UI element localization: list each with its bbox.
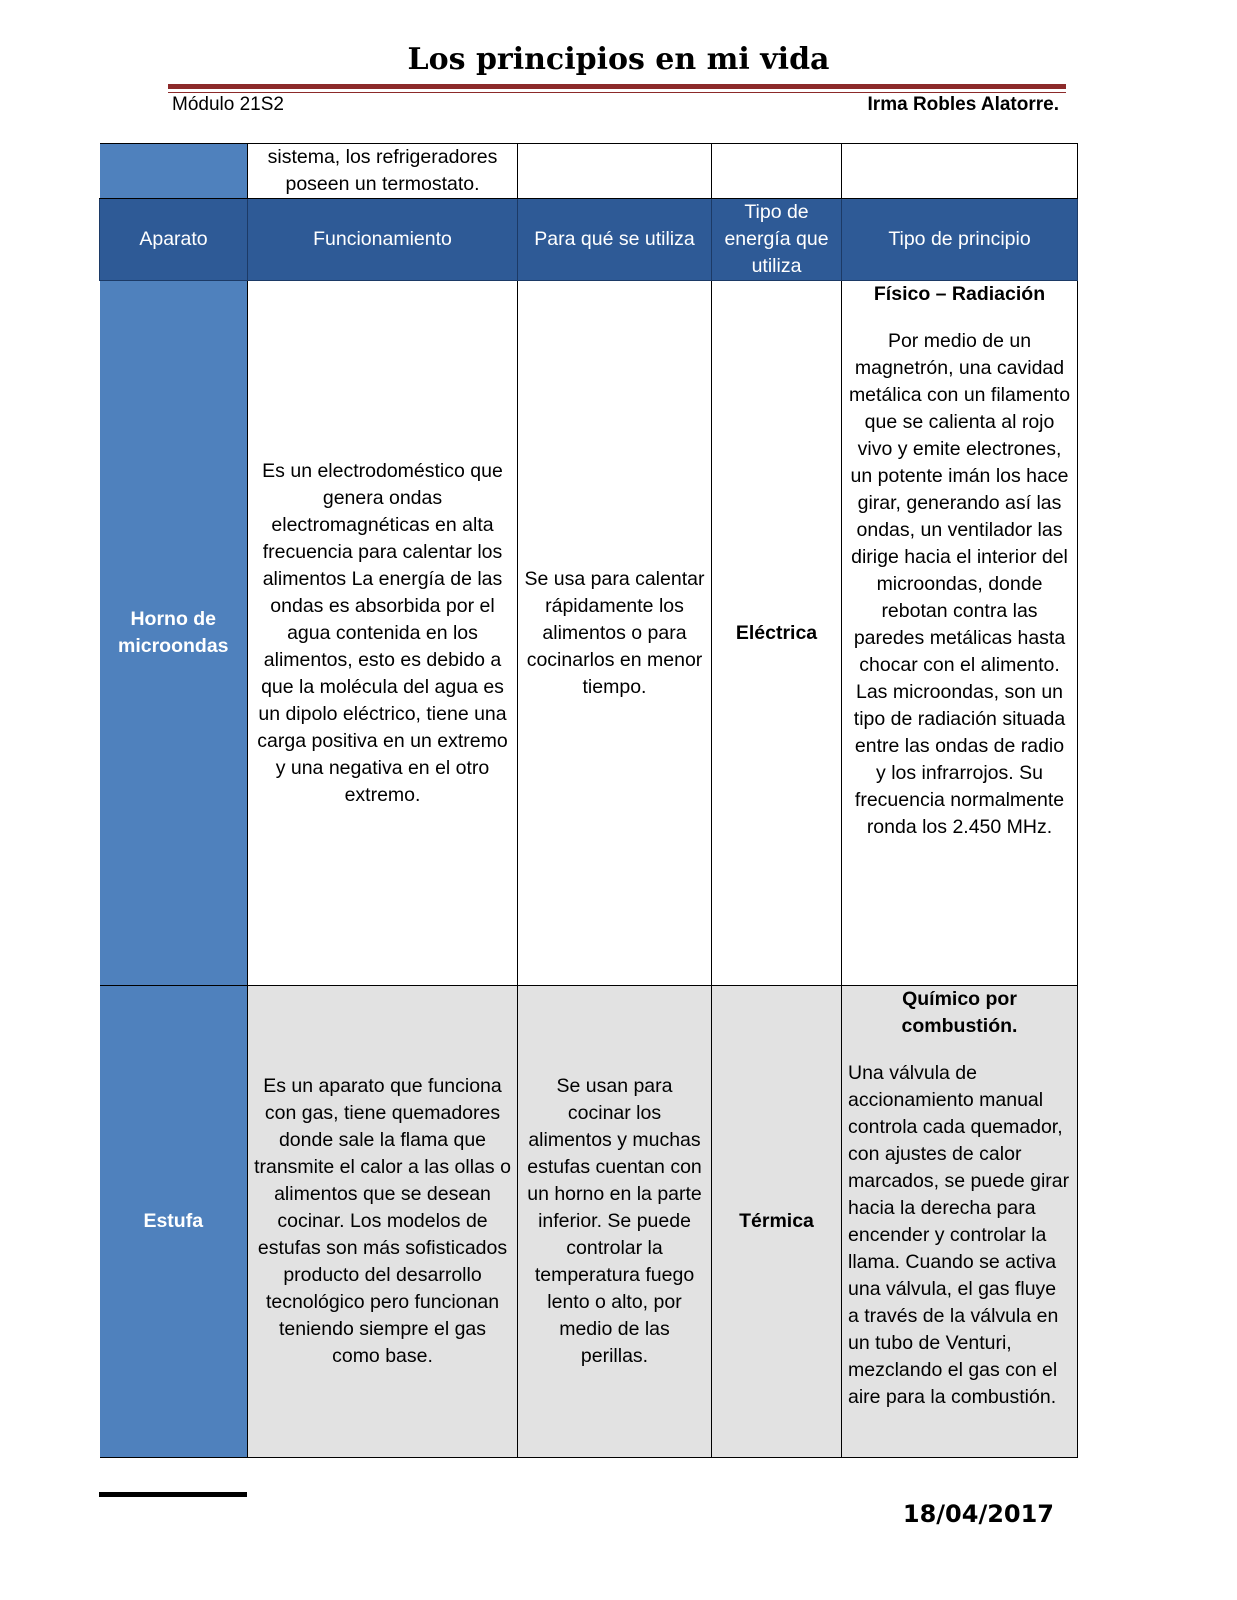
column-header-uso: Para qué se utiliza (518, 199, 712, 281)
row-uso: Se usan para cocinar los alimentos y muchas estufas cuentan con un horno en la parte inferior. Se puede controlar la temperatura fuego lento o alto, por medio de las perillas. (518, 986, 712, 1458)
row-energia: Eléctrica (712, 281, 842, 986)
row-energia: Térmica (712, 986, 842, 1458)
column-header-aparato: Aparato (100, 199, 248, 281)
author-name: Irma Robles Alatorre. (867, 94, 1059, 115)
empty-cell (518, 144, 712, 199)
continuation-text: sistema, los refrigeradores poseen un termostato. (248, 144, 518, 199)
column-header-principio: Tipo de principio (842, 199, 1078, 281)
principio-text-2: Las microondas, son un tipo de radiación situada entre las ondas de radio y los infrarrojos. Su frecuencia normalmente ronda los 2.450 MHz. (853, 681, 1066, 838)
column-header-energia: Tipo de energía que utiliza (712, 199, 842, 281)
row-principio (842, 986, 1078, 1458)
empty-cell (712, 144, 842, 199)
continuation-row (100, 144, 1078, 199)
row-aparato: Estufa (100, 986, 248, 1458)
table-bottom-bar (99, 1492, 247, 1497)
table-row (100, 986, 1078, 1458)
header-rule-thin (168, 92, 1066, 93)
column-header-funcionamiento: Funcionamiento (248, 199, 518, 281)
row-funcionamiento: Es un electrodoméstico que genera ondas electromagnéticas en alta frecuencia para calentar los alimentos La energía de las ondas es absorbida por el agua contenida en los alimentos, esto es debido a que la molécula del agua es un dipolo eléctrico, tiene una carga positiva en un extremo y una negativa en el otro extremo. (248, 281, 518, 986)
row-funcionamiento: Es un aparato que funciona con gas, tiene quemadores donde sale la flama que transmite el calor a las ollas o alimentos que se desean cocinar. Los modelos de estufas son más sofisticados producto del desarrollo tecnológico pero funcionan teniendo siempre el gas como base. (248, 986, 518, 1458)
principio-title: Físico – Radiación (873, 283, 1046, 305)
table-row (100, 281, 1078, 986)
row-aparato: Horno de microondas (100, 281, 248, 986)
row-uso: Se usa para calentar rápidamente los alimentos o para cocinarlos en menor tiempo. (518, 281, 712, 986)
empty-cell (842, 144, 1078, 199)
principio-title: Químico por combustión. (901, 988, 1018, 1037)
row-principio (842, 281, 1078, 986)
header-rule (168, 84, 1066, 89)
footer-date: 18/04/2017 (902, 1500, 1054, 1528)
principio-text: Una válvula de accionamiento manual controla cada quemador, con ajustes de calor marcados, se puede girar hacia la derecha para encender y controlar la llama. Cuando se activa una válvula, el gas fluye a través de la válvula en un tubo de Venturi, mezclando el gas con el aire para la combustión. (848, 1062, 1070, 1408)
page-title: Los principios en mi vida (407, 42, 830, 77)
principio-text: Por medio de un magnetrón, una cavidad metálica con un filamento que se calienta al rojo vivo y emite electrones, un potente imán los hace girar, generando así las ondas, un ventilador las dirige hacia el interior del microondas, donde rebotan contra las paredes metálicas hasta chocar con el alimento. (848, 330, 1071, 676)
principles-table (99, 143, 1078, 1458)
module-label: Módulo 21S2 (172, 94, 284, 115)
continuation-side-cell (100, 144, 248, 199)
table-header-row (100, 199, 1078, 281)
